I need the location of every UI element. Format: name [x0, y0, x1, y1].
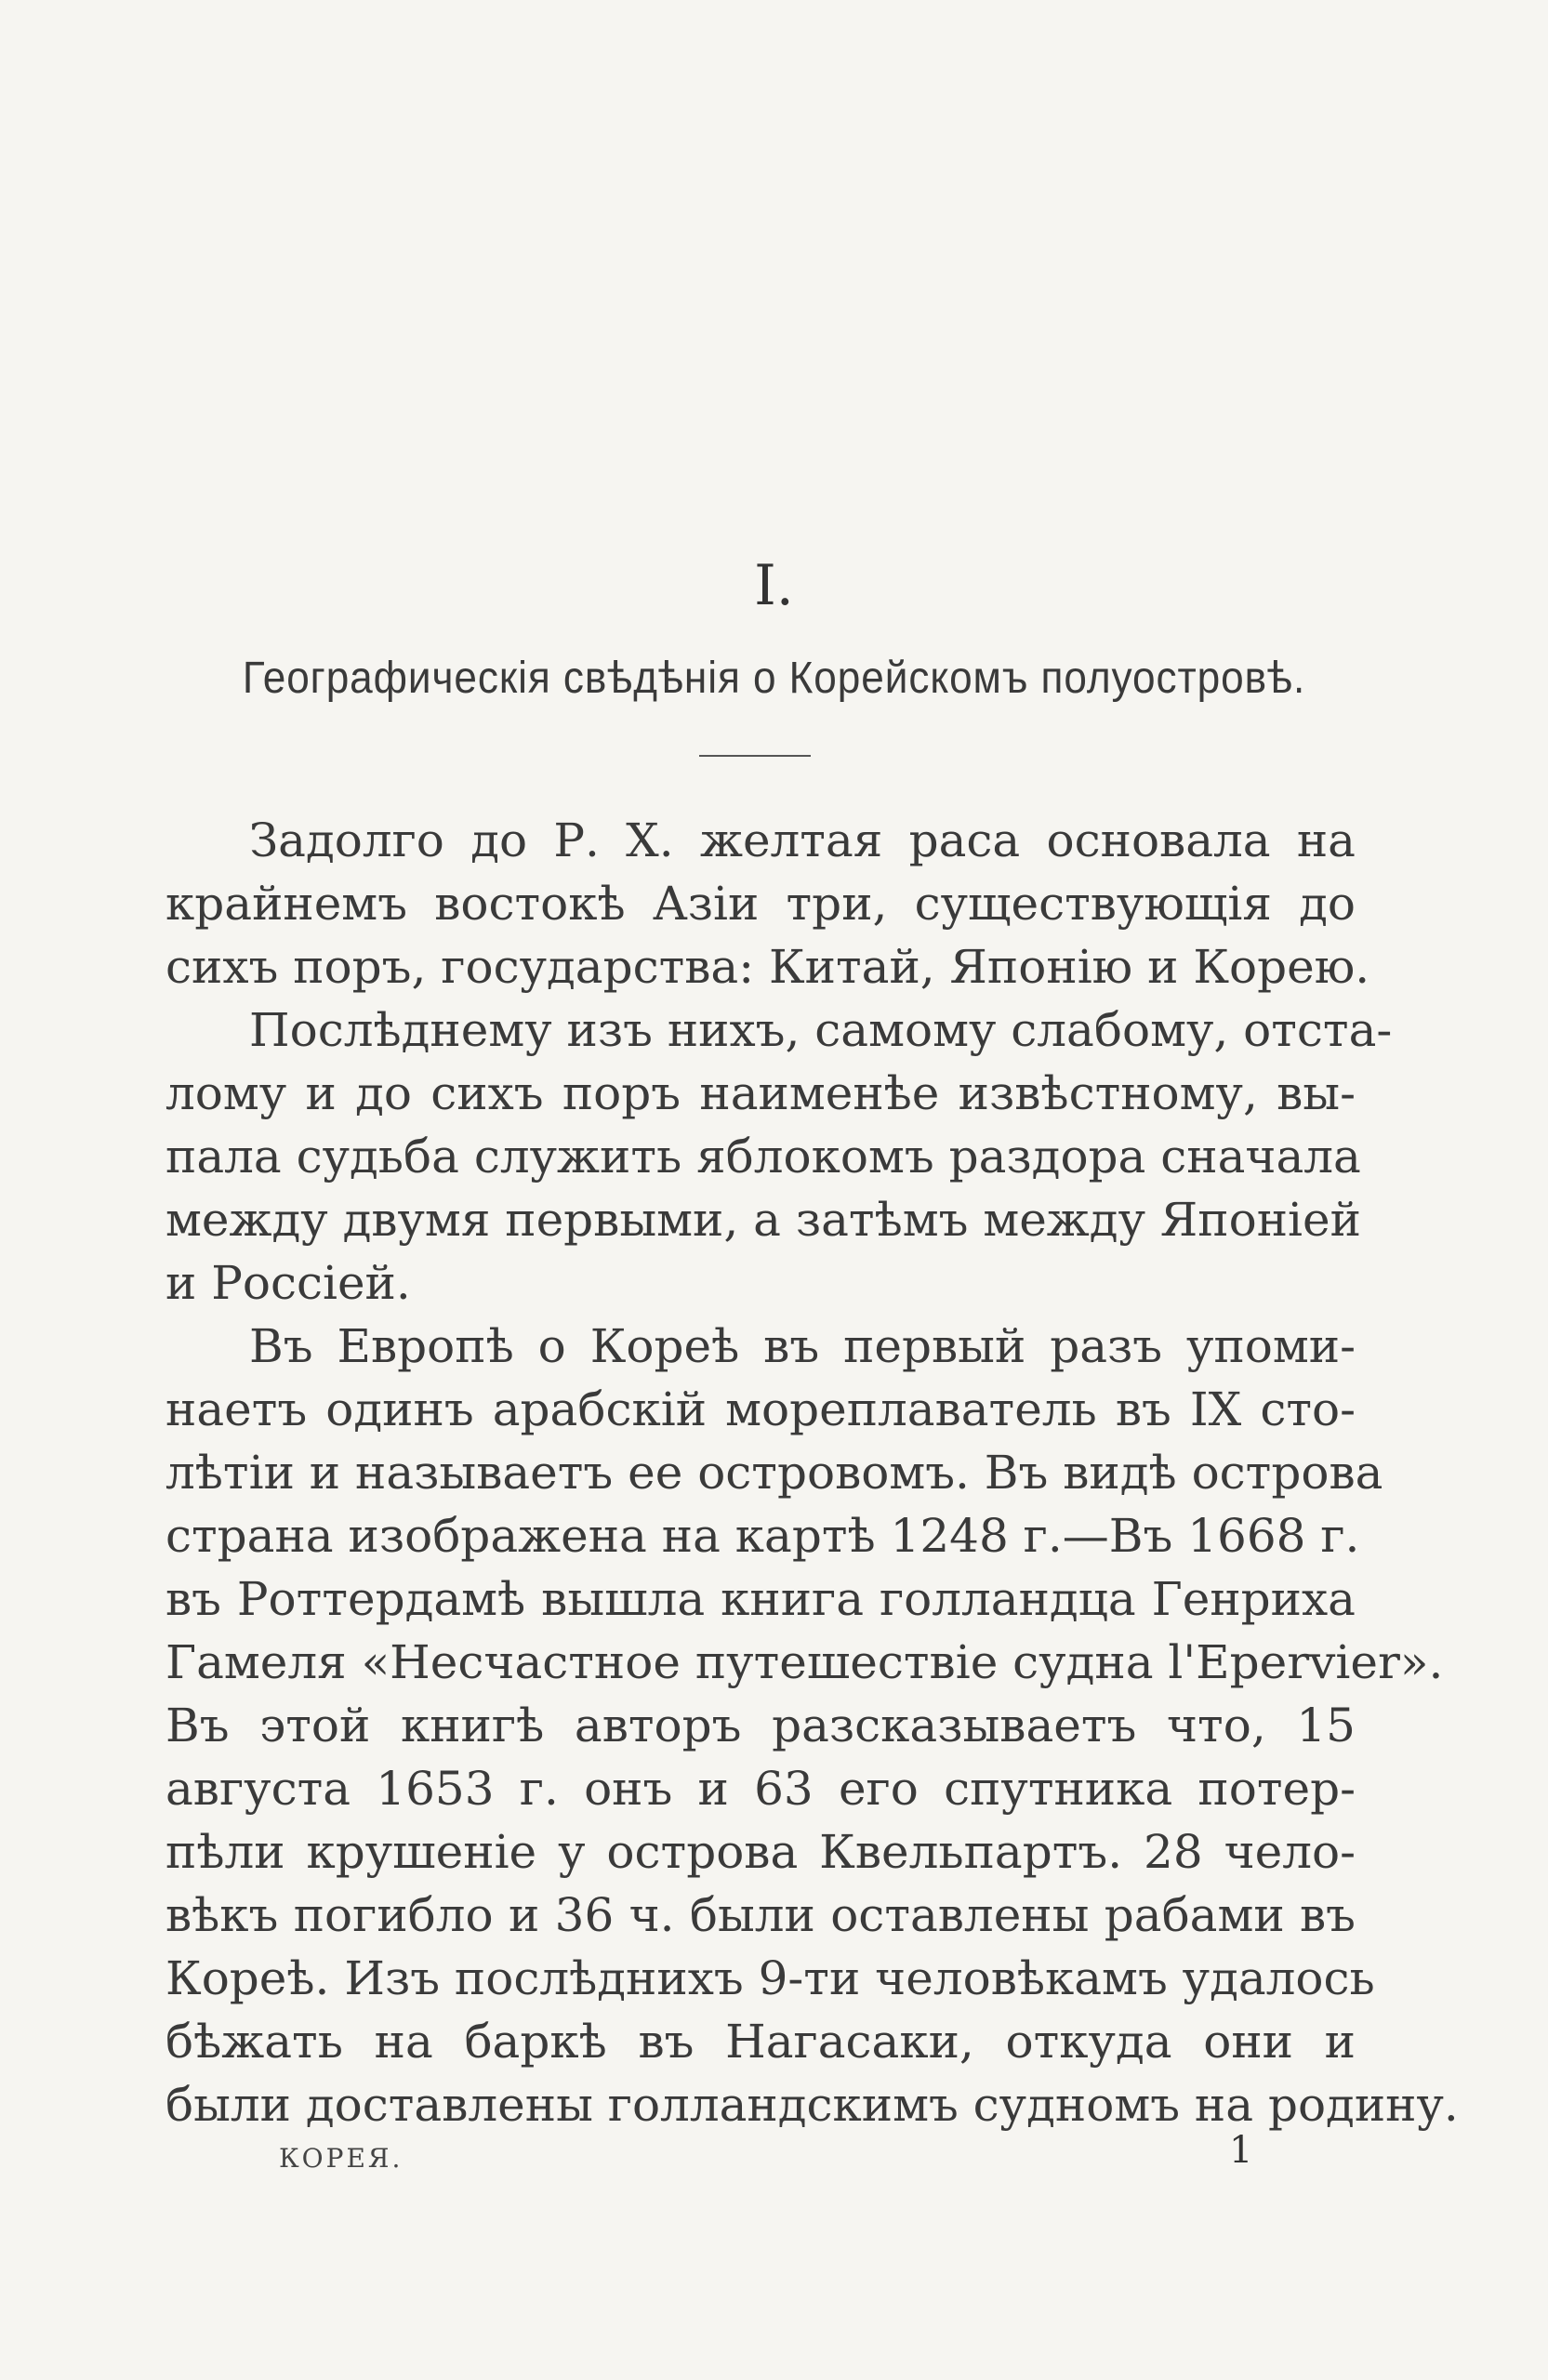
- signature-mark: КОРЕЯ.: [279, 2143, 404, 2174]
- text-line: страна изображена на картѣ 1248 г.—Въ 1668 г.: [165, 1509, 1360, 1563]
- text-line: въ Роттердамѣ вышла книга голландца Генриха: [165, 1572, 1356, 1626]
- text-line: вѣкъ погибло и 36 ч. были оставлены рабами въ: [165, 1888, 1356, 1942]
- text-line: лому и до сихъ поръ наименѣе извѣстному, вы-: [165, 1066, 1356, 1120]
- text-line: между двумя первыми, а затѣмъ между Японіей: [165, 1193, 1361, 1247]
- title-divider: [699, 755, 811, 757]
- text-line: и Россіей.: [165, 1256, 411, 1310]
- text-line: наетъ одинъ арабскій мореплаватель въ IX сто-: [165, 1382, 1356, 1436]
- text-line: были доставлены голландскимъ судномъ на родину.: [165, 2078, 1459, 2132]
- text-line: пѣли крушеніе у острова Квельпартъ. 28 чело-: [165, 1825, 1356, 1879]
- text-line: бѣжать на баркѣ въ Нагасаки, откуда они и: [165, 2015, 1356, 2069]
- text-line: сихъ поръ, государства: Китай, Японію и Корею.: [165, 940, 1370, 994]
- paragraph-1: [165, 809, 1370, 998]
- chapter-title: Географическія свѣдѣнія о Корейскомъ полуостровѣ.: [242, 654, 1306, 703]
- text-line: Кореѣ. Изъ послѣднихъ 9-ти человѣкамъ удалось: [165, 1951, 1375, 2005]
- paragraph-2: [165, 998, 1393, 1315]
- text-line: Въ Европѣ о Кореѣ въ первый разъ упоми-: [249, 1319, 1356, 1373]
- text-line: Въ этой книгѣ авторъ разсказываетъ что, 15: [165, 1699, 1356, 1752]
- text-line: крайнемъ востокѣ Азіи три, существующія до: [165, 877, 1356, 931]
- text-line: Послѣднему изъ нихъ, самому слабому, отста-: [249, 1003, 1393, 1057]
- text-line: Гамеля «Несчастное путешествіе судна l'Epervier».: [165, 1635, 1444, 1689]
- page-number: 1: [1229, 2129, 1253, 2172]
- text-line: лѣтіи и называетъ ее островомъ. Въ видѣ острова: [165, 1446, 1383, 1500]
- paragraph-3: [165, 1315, 1459, 2136]
- chapter-number: I.: [754, 553, 794, 618]
- text-line: августа 1653 г. онъ и 63 его спутника потер-: [165, 1762, 1356, 1816]
- text-line: пала судьба служить яблокомъ раздора сначала: [165, 1130, 1361, 1183]
- text-line: Задолго до Р. X. желтая раса основала на: [249, 813, 1356, 867]
